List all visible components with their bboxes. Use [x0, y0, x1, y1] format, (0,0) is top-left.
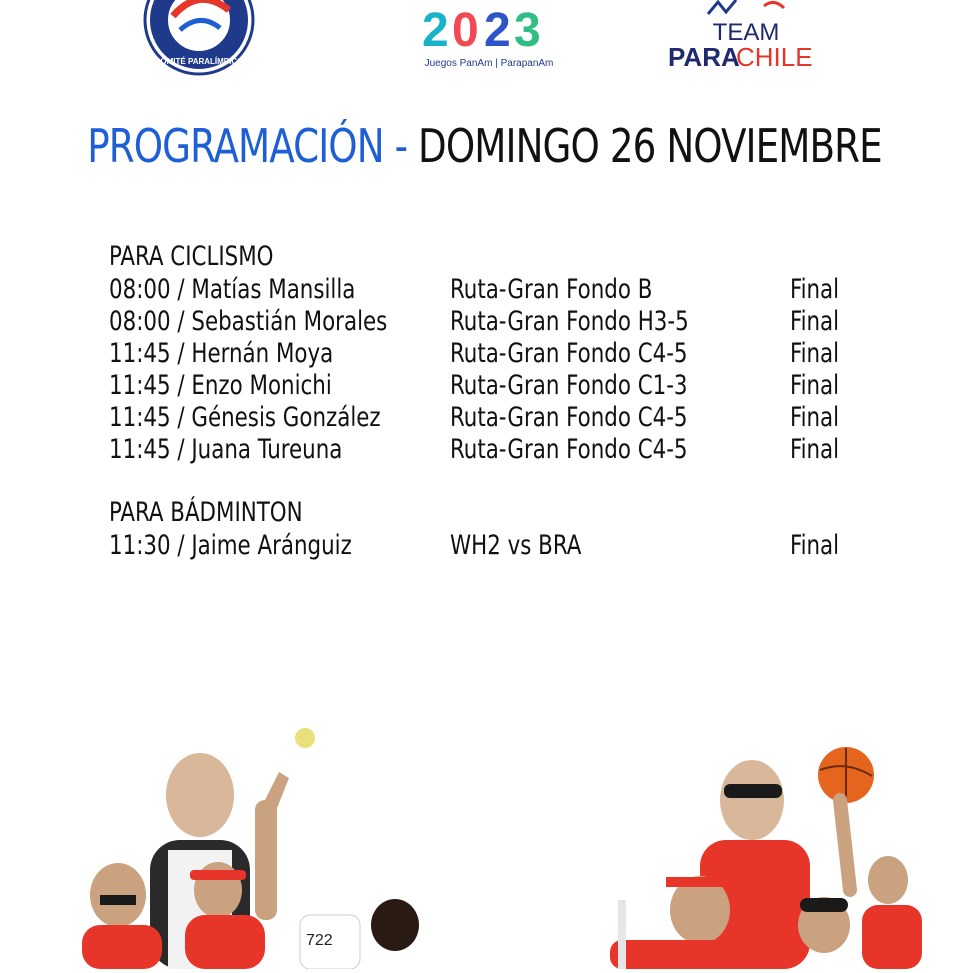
schedule-row [0, 370, 969, 402]
athlete-time: 11:45 / Enzo Monichi [109, 370, 332, 401]
athlete-time: 11:30 / Jaime Aránguiz [109, 530, 352, 561]
event-name: Ruta-Gran Fondo C1-3 [450, 370, 688, 401]
event-name: Ruta-Gran Fondo H3-5 [450, 306, 689, 337]
schedule-row [0, 274, 969, 306]
event-name: Ruta-Gran Fondo B [450, 274, 653, 305]
athletes-collage [0, 700, 969, 969]
stage: Final [790, 434, 840, 465]
title-label: PROGRAMACIÓN - [87, 119, 408, 173]
santiago-2023-logo [418, 0, 560, 74]
svg-text:PARA: PARA [668, 42, 740, 72]
athlete-time: 11:45 / Juana Tureuna [109, 434, 343, 465]
comite-paralimpico-logo [140, 0, 258, 76]
athlete-time: 08:00 / Sebastián Morales [109, 306, 388, 337]
stage: Final [790, 370, 840, 401]
schedule-row [0, 306, 969, 338]
schedule-row [0, 434, 969, 466]
section-heading-para-badminton: PARA BÁDMINTON [109, 497, 303, 528]
svg-text:CHILE: CHILE [736, 42, 813, 72]
stage: Final [790, 402, 840, 433]
stage: Final [790, 306, 840, 337]
event-name: Ruta-Gran Fondo C4-5 [450, 434, 688, 465]
ball-icon [295, 728, 315, 748]
svg-text:3: 3 [514, 4, 541, 57]
title-date: DOMINGO 26 NOVIEMBRE [418, 119, 882, 173]
athlete-time: 11:45 / Hernán Moya [109, 338, 334, 369]
svg-text:722: 722 [306, 932, 333, 949]
svg-text:TEAM: TEAM [712, 19, 780, 46]
page-title [48, 118, 920, 174]
event-name: Ruta-Gran Fondo C4-5 [450, 402, 688, 433]
stage: Final [790, 274, 840, 305]
athlete-time: 08:00 / Matías Mansilla [109, 274, 356, 305]
svg-text:2: 2 [422, 4, 449, 57]
svg-text:0: 0 [452, 4, 479, 57]
svg-text:Juegos PanAm | ParapanAm: Juegos PanAm | ParapanAm [424, 58, 554, 69]
stage: Final [790, 530, 840, 561]
svg-text:COMITÉ PARALÍMPICO: COMITÉ PARALÍMPICO [154, 57, 244, 66]
schedule-row [0, 402, 969, 434]
athlete-time: 11:45 / Génesis González [109, 402, 381, 433]
svg-text:2: 2 [484, 4, 511, 57]
schedule-row [0, 530, 969, 562]
team-parachile-logo [664, 0, 826, 80]
section-heading-para-ciclismo: PARA CICLISMO [109, 241, 274, 272]
stage: Final [790, 338, 840, 369]
event-name: WH2 vs BRA [450, 530, 582, 561]
event-name: Ruta-Gran Fondo C4-5 [450, 338, 688, 369]
schedule-row [0, 338, 969, 370]
